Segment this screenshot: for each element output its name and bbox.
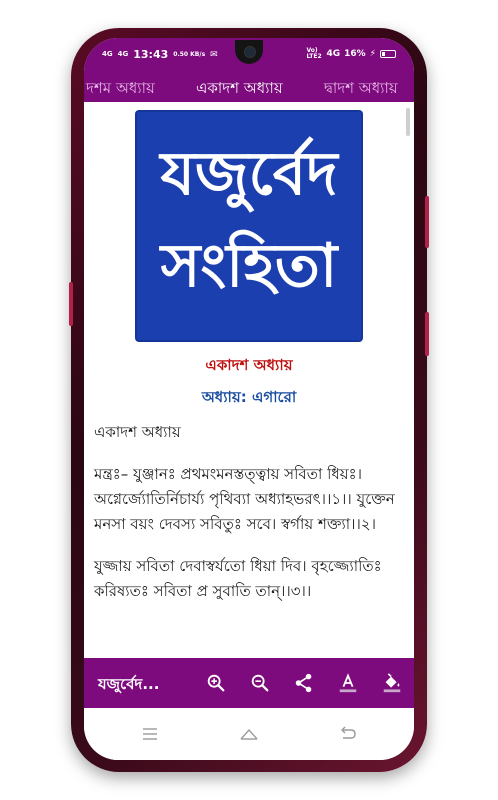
text-size-icon[interactable]: [337, 672, 359, 694]
charging-icon: ⚡: [369, 49, 376, 59]
network-indicator: 4G: [326, 49, 341, 59]
home-icon[interactable]: [239, 724, 259, 744]
mail-icon: ✉: [210, 49, 218, 60]
text-paragraph-1: মন্ত্রঃ– যুঞ্জানঃ প্রথমংমনস্তত্ত্বায় সবিতা ধিয়ঃ। অগ্নের্জ্যোতির্নিচার্য্য পৃথিব্যা অধ্যাহভরৎ।।১।। যুক্তেন মনসা বয়ং দেবস্য সবিতুঃ সবে। স্বর্গায় শক্ত্যা।।২।: [94, 465, 395, 533]
text-paragraph-2: যুজ্জায় সবিতা দেবাস্বর্যতো ধিয়া দিব। বৃহজ্জ্যোতিঃ করিষ্যতঃ সবিতা প্র সুবাতি তান্।।৩।।: [94, 557, 382, 600]
scrollbar[interactable]: [406, 108, 410, 136]
signal-indicator-2: 4G: [117, 50, 129, 58]
clock: 13:43: [133, 48, 169, 61]
logo-title-line1: যজুর্বেদ: [160, 139, 338, 209]
text-heading: একাদশ অধ্যায়: [94, 423, 181, 441]
app-logo: [135, 110, 363, 342]
volte-indicator: Vo) LTE2: [306, 47, 322, 60]
tab-current-chapter[interactable]: একাদশ অধ্যায়: [196, 79, 283, 97]
screen: [84, 38, 414, 760]
back-icon[interactable]: [338, 724, 358, 744]
paint-bucket-icon[interactable]: [381, 672, 403, 694]
chapter-text: [94, 420, 396, 621]
power-button: [425, 196, 429, 248]
chapter-title: একাদশ অধ্যায়: [205, 356, 293, 374]
signal-indicator-1: 4G: [102, 50, 113, 58]
zoom-in-icon[interactable]: [205, 672, 227, 694]
chapter-subtitle: অধ্যায়: এগারো: [201, 388, 297, 406]
zoom-out-icon[interactable]: [249, 672, 271, 694]
tab-next-chapter[interactable]: দ্বাদশ অধ্যায়: [324, 79, 398, 97]
status-bar: [84, 38, 414, 70]
chapter-content[interactable]: [84, 102, 414, 658]
menu-icon[interactable]: [140, 724, 160, 744]
tab-previous-chapter[interactable]: দশম অধ্যায়: [86, 79, 155, 97]
logo-title-line2: সংহিতা: [160, 231, 338, 301]
side-button-left: [69, 282, 73, 326]
battery-icon: [380, 50, 396, 58]
net-speed: 0.50 KB/s: [173, 50, 206, 58]
battery-percent: 16%: [344, 49, 366, 59]
chapter-tabs: [84, 70, 414, 102]
front-camera: [235, 40, 263, 64]
volume-button: [425, 312, 429, 356]
share-icon[interactable]: [293, 672, 315, 694]
bottom-toolbar: [84, 658, 414, 708]
system-nav-bar: [84, 708, 414, 760]
toolbar-title: যজুর্বেদ...: [98, 675, 160, 693]
